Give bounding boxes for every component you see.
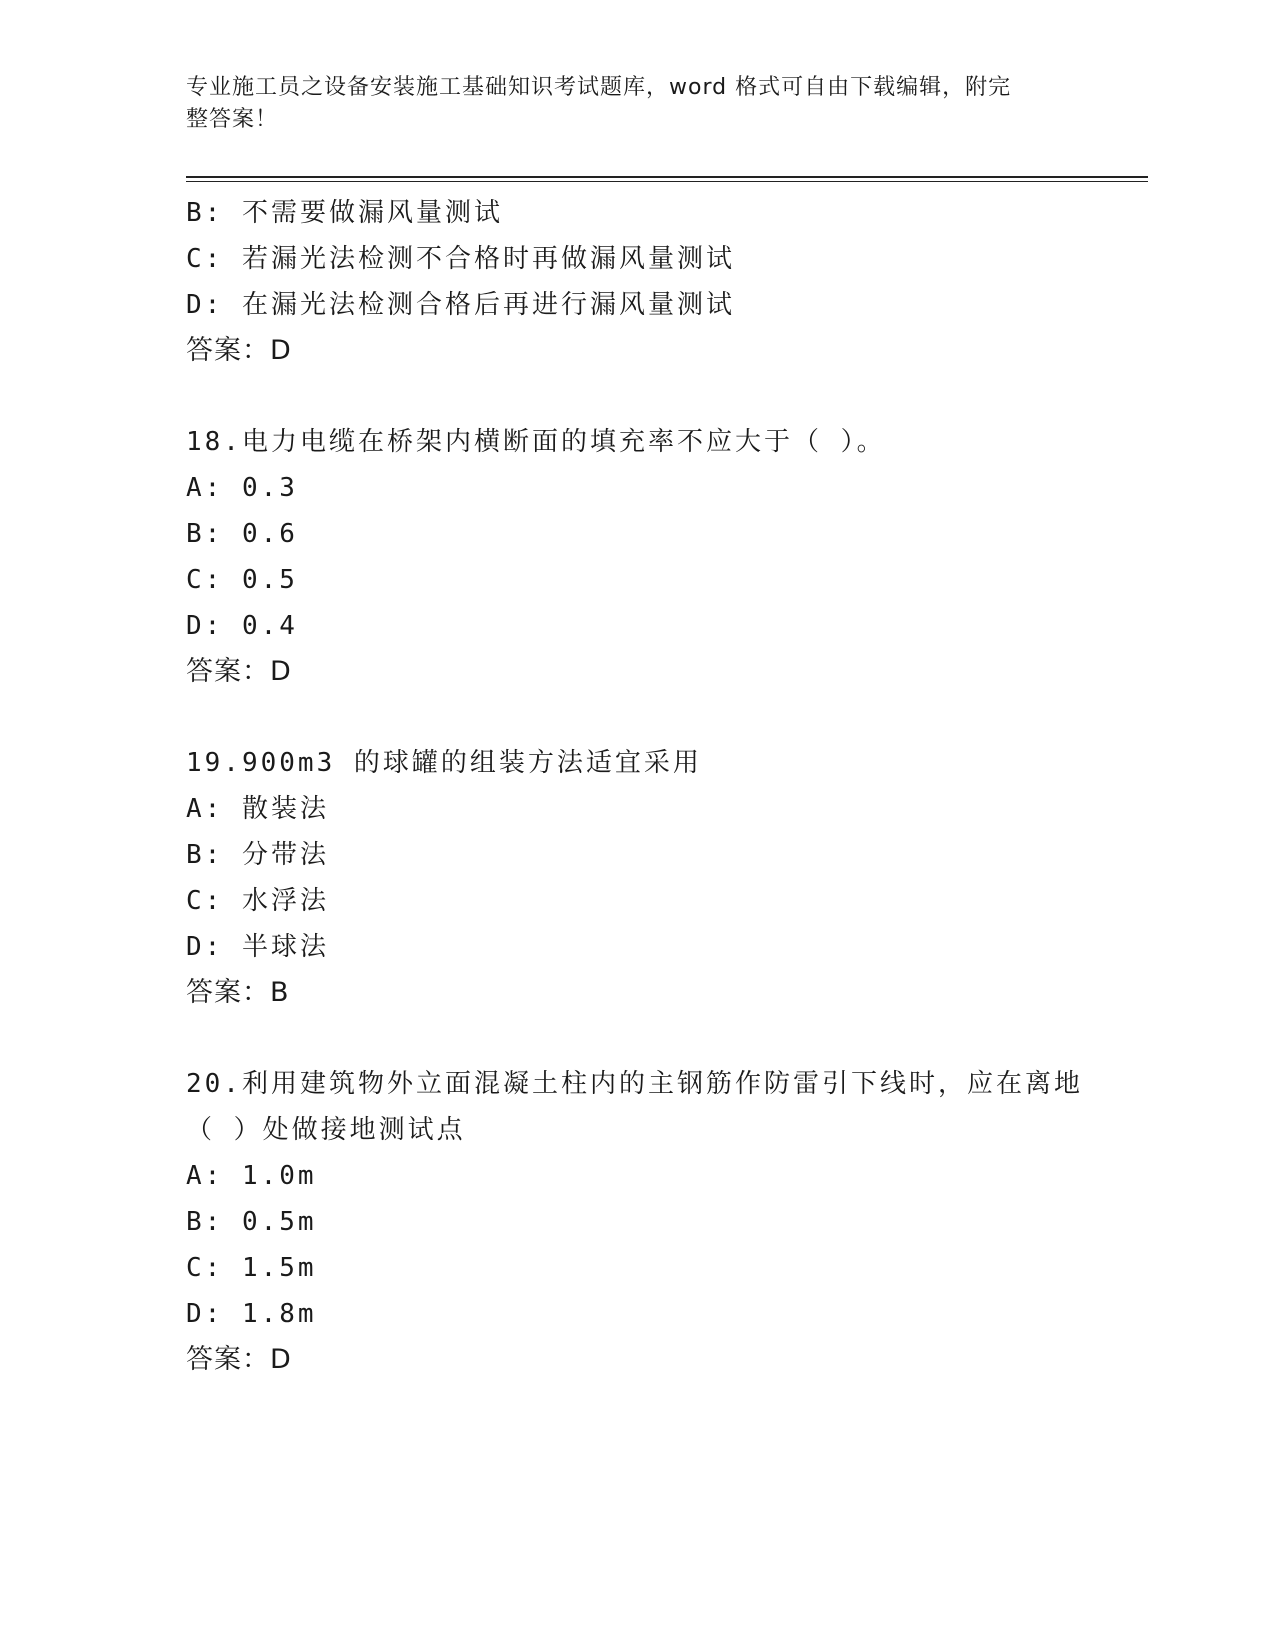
question-title: 18.电力电缆在桥架内横断面的填充率不应大于（ ）。 <box>186 427 886 457</box>
header-rule-thin <box>186 181 1148 182</box>
option-d: D: 1.8m <box>186 1299 317 1329</box>
option-c: C: 若漏光法检测不合格时再做漏风量测试 <box>186 244 735 274</box>
option-a: A: 散装法 <box>186 794 329 824</box>
answer: 答案：D <box>186 656 292 687</box>
answer: 答案：B <box>186 977 290 1008</box>
question-title-line-1: 20.利用建筑物外立面混凝土柱内的主钢筋作防雷引下线时，应在离地 <box>186 1069 1083 1099</box>
option-c: C: 1.5m <box>186 1253 317 1283</box>
question-title-line-2: （ ）处做接地测试点 <box>186 1115 466 1145</box>
header-line-2: 整答案！ <box>186 107 279 132</box>
option-a: A: 1.0m <box>186 1161 317 1191</box>
option-d: D: 在漏光法检测合格后再进行漏风量测试 <box>186 290 735 320</box>
page-header <box>186 72 1086 136</box>
option-b: B: 0.5m <box>186 1207 317 1237</box>
question-17-tail <box>186 190 1148 374</box>
option-b: B: 不需要做漏风量测试 <box>186 198 503 228</box>
option-d: D: 0.4 <box>186 611 298 641</box>
answer: 答案：D <box>186 335 292 366</box>
spacer <box>186 374 1148 419</box>
answer: 答案：D <box>186 1344 292 1375</box>
option-b: B: 分带法 <box>186 840 329 870</box>
option-d: D: 半球法 <box>186 932 329 962</box>
question-18 <box>186 419 1148 695</box>
question-title: 19.900m3 的球罐的组装方法适宜采用 <box>186 748 702 778</box>
option-c: C: 0.5 <box>186 565 298 595</box>
option-b: B: 0.6 <box>186 519 298 549</box>
question-19 <box>186 740 1148 1016</box>
header-rule-thick <box>186 176 1148 178</box>
spacer <box>186 695 1148 740</box>
option-a: A: 0.3 <box>186 473 298 503</box>
question-20 <box>186 1061 1148 1383</box>
spacer <box>186 1016 1148 1061</box>
header-line-1: 专业施工员之设备安装施工基础知识考试题库，word 格式可自由下载编辑，附完 <box>186 75 1012 100</box>
question-list <box>186 190 1148 1383</box>
option-c: C: 水浮法 <box>186 886 329 916</box>
